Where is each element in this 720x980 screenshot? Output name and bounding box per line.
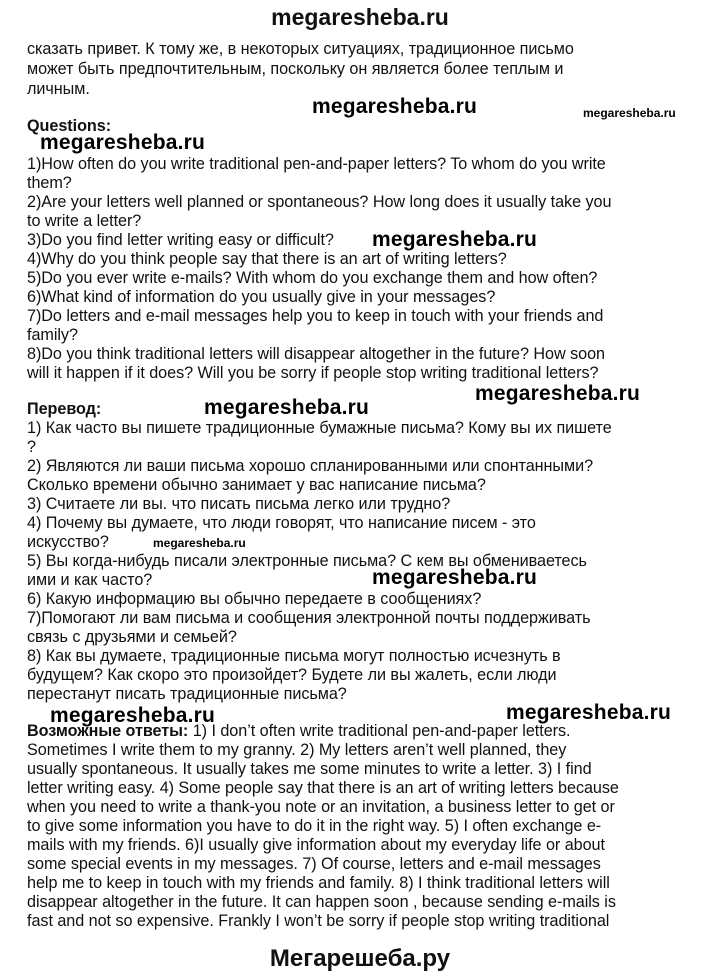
question-line: 1)How often do you write traditional pen-and-paper letters? To whom do you write [27,155,606,173]
question-line: 2)Are your letters well planned or spontaneous? How long does it usually take you [27,193,612,211]
answers-heading: Возможные ответы: [27,722,189,740]
translation-line: связь с друзьями и семьей? [27,628,237,646]
question-line: 7)Do letters and e-mail messages help you to keep in touch with your friends and [27,307,604,325]
translation-line: перестанут писать традиционные письма? [27,685,347,703]
question-line: 6)What kind of information do you usually give in your messages? [27,288,496,306]
answer-line: usually spontaneous. It usually takes me some minutes to write a letter. 3) I find [27,760,592,778]
answer-line: some special events in my messages. 7) Of course, letters and e-mail messages [27,855,601,873]
answer-line: when you need to write a thank-you note or an invitation, a business letter to get or [27,798,615,816]
answer-line: disappear altogether in the future. It can happen soon , because sending e-mails is [27,893,616,911]
watermark: megaresheba.ru [50,704,216,727]
question-line: 5)Do you ever write e-mails? With whom do you exchange them and how often? [27,269,598,287]
translation-line: 1) Как часто вы пишете традиционные бумажные письма? Кому вы их пишете [27,419,612,437]
watermark: megaresheba.ru [372,228,538,251]
translation-line: будущем? Как скоро это произойдет? Будете ли вы жалеть, если люди [27,666,557,684]
watermark: megaresheba.ru [204,396,370,419]
site-header: megaresheba.ru [271,4,449,30]
watermark: megaresheba.ru [153,536,246,550]
translation-line: 4) Почему вы думаете, что люди говорят, что написание писем - это [27,514,536,532]
translation-line: 5) Вы когда-нибудь писали электронные письма? С кем вы обмениваетесь [27,552,587,570]
watermark: megaresheba.ru [506,701,672,724]
translation-line: 7)Помогают ли вам письма и сообщения электронной почты поддерживать [27,609,591,627]
translation-line: 3) Считаете ли вы. что писать письма легко или трудно? [27,495,451,513]
translation-line: ими и как часто? [27,571,153,589]
translation-line: 8) Как вы думаете, традиционные письма могут полностью исчезнуть в [27,647,561,665]
translation-line: искусство? [27,533,109,551]
translation-line: 6) Какую информацию вы обычно передаете в сообщениях? [27,590,482,608]
answer-line: fast and not so expensive. Frankly I won’t be sorry if people stop writing traditional [27,912,610,930]
answer-line: Sometimes I write them to my granny. 2) My letters aren’t well planned, they [27,741,567,759]
question-line: family? [27,326,78,344]
question-line: them? [27,174,72,192]
translation-heading: Перевод: [27,400,102,418]
watermark: megaresheba.ru [372,566,538,589]
question-line: will it happen if it does? Will you be sorry if people stop writing traditional letters? [27,364,599,382]
intro-line: может быть предпочтительным, поскольку он является более теплым и [27,60,564,78]
translation-line: 2) Являются ли ваши письма хорошо спланированными или спонтанными? [27,457,594,475]
site-footer: Мегарешеба.ру [269,945,451,972]
answer-line: to give some information you have to do it in the right way. 5) I often exchange e- [27,817,602,835]
translation-line: ? [27,438,36,456]
question-line: to write a letter? [27,212,142,230]
question-line: 8)Do you think traditional letters will disappear altogether in the future? How soon [27,345,605,363]
watermark: megaresheba.ru [312,95,478,118]
answer-line: letter writing easy. 4) Some people say that there is an art of writing letters because [27,779,619,797]
answer-text: 1) I don’t often write traditional pen-and-paper letters. [188,722,571,740]
answer-line: mails with my friends. 6)I usually give information about my everyday life or about [27,836,605,854]
question-line: 3)Do you find letter writing easy or difficult? [27,231,334,249]
questions-heading: Questions: [27,117,112,135]
watermark: megaresheba.ru [475,382,641,405]
intro-line: сказать привет. К тому же, в некоторых ситуациях, традиционное письмо [27,40,574,58]
watermark: megaresheba.ru [40,131,206,154]
answer-line: help me to keep in touch with my friends and family. 8) I think traditional letters will [27,874,610,892]
question-line: 4)Why do you think people say that there is an art of writing letters? [27,250,507,268]
watermark: megaresheba.ru [583,106,676,120]
intro-line: личным. [27,80,90,98]
translation-line: Сколько времени обычно занимает у вас написание письма? [27,476,486,494]
